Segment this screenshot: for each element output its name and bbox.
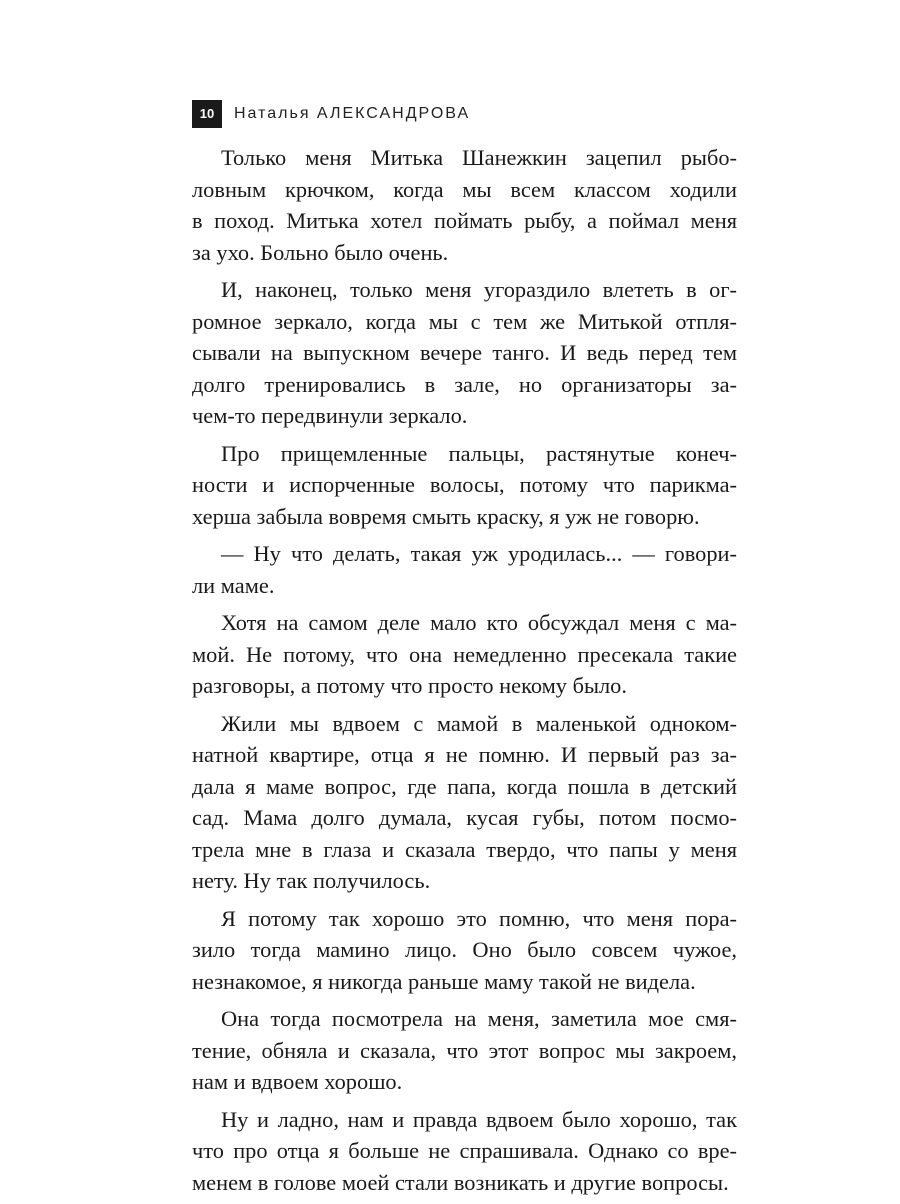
text-line: мой. Не потому, что она немедленно пресекала такие — [192, 641, 737, 667]
text-line: ловным крючком, когда мы всем классом ходили — [192, 176, 737, 202]
page-number: 10 — [192, 100, 222, 128]
text-line: Я потому так хорошо это помню, что меня пора- — [221, 905, 737, 931]
text-line: ли маме. — [192, 572, 275, 598]
text-line: трела мне в глаза и сказала твердо, что папы у меня — [192, 836, 737, 862]
paragraph — [192, 903, 737, 998]
author-name: Наталья АЛЕКСАНДРОВА — [234, 105, 471, 122]
paragraph — [192, 538, 737, 601]
text-line: тение, обняла и сказала, что этот вопрос мы закроем, — [192, 1037, 737, 1063]
text-line: в поход. Митька хотел поймать рыбу, а поймал меня — [192, 208, 737, 233]
text-line: Только меня Митька Шанежкин зацепил рыбо- — [221, 145, 737, 170]
text-line: нету. Ну так получилось. — [192, 868, 431, 893]
text-line: натной квартире, отца я не помню. И первый раз за- — [192, 742, 737, 767]
text-line: нам и вдвоем хорошо. — [192, 1069, 403, 1094]
text-line: Про прищемленные пальцы, растянутые конеч- — [221, 440, 737, 466]
text-line: Она тогда посмотрела на меня, заметила мое смя- — [221, 1006, 737, 1031]
text-line: Ну и ладно, нам и правда вдвоем было хорошо, так — [221, 1106, 737, 1132]
text-line: ромное зеркало, когда мы с тем же Митькой отпля- — [192, 308, 737, 334]
paragraph — [192, 1003, 737, 1098]
paragraph — [192, 274, 737, 432]
text-line: долго тренировались в зале, но организаторы за- — [192, 371, 737, 397]
text-line: Жили мы вдвоем с мамой в маленькой одноком- — [221, 710, 737, 736]
paragraph — [192, 1104, 737, 1199]
paragraph — [192, 607, 737, 702]
text-line: — Ну что делать, такая уж уродилась... — говори- — [221, 541, 737, 566]
text-line: менем в голове моей стали возникать и другие вопросы. — [192, 1169, 729, 1195]
text-line: незнакомое, я никогда раньше маму такой не видела. — [192, 968, 696, 994]
text-line: разговоры, а потому что просто некому было. — [192, 673, 627, 698]
text-line: сад. Мама долго думала, кусая губы, потом посмо- — [192, 805, 737, 830]
text-line: херша забыла вовремя смыть краску, я уж не говорю. — [192, 503, 700, 529]
body-text — [192, 142, 737, 1204]
running-head — [192, 100, 470, 128]
paragraph — [192, 142, 737, 268]
text-line: И, наконец, только меня угораздило влететь в ог- — [221, 277, 737, 302]
text-line: чем-то передвинули зеркало. — [192, 403, 468, 428]
text-line: что про отца я больше не спрашивала. Однако со вре- — [192, 1138, 737, 1163]
paragraph — [192, 708, 737, 897]
paragraph — [192, 438, 737, 533]
text-line: Хотя на самом деле мало кто обсуждал меня с ма- — [221, 610, 737, 635]
text-line: ности и испорченные волосы, потому что парикма- — [192, 472, 737, 497]
text-line: сывали на выпускном вечере танго. И ведь перед тем — [192, 340, 737, 365]
text-line: зило тогда мамино лицо. Оно было совсем чужое, — [192, 937, 737, 962]
text-line: за ухо. Больно было очень. — [192, 239, 449, 265]
text-line: дала я маме вопрос, где папа, когда пошла в детский — [192, 773, 737, 799]
